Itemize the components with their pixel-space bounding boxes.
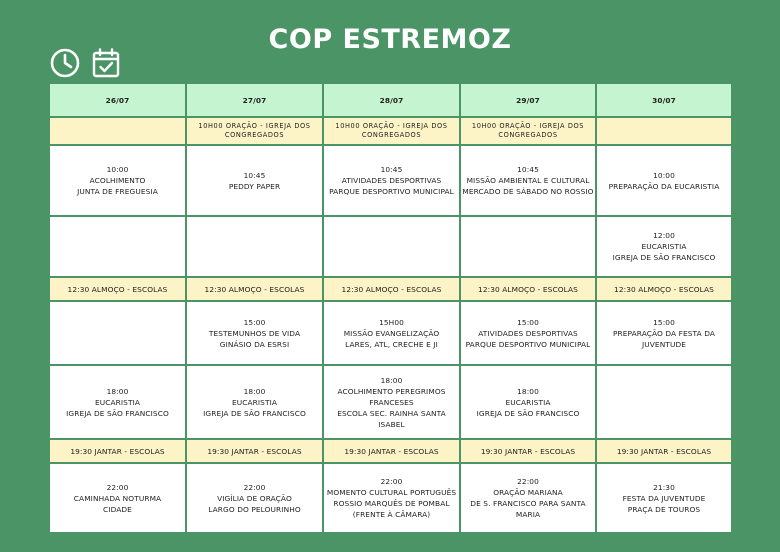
event-text: IGREJA DE SÃO FRANCISCO <box>612 253 716 262</box>
event-text: CONGREGADOS <box>224 131 285 139</box>
event-time: 19:30 JANTAR - ESCOLAS <box>344 446 439 456</box>
event-text: PARQUE DESPORTIVO MUNICIPAL <box>465 339 591 349</box>
event-time: 15:00 <box>517 317 539 327</box>
event-text: EUCARISTIA <box>94 397 141 407</box>
event-text: MOMENTO CULTURAL PORTUGUÊS <box>326 488 457 497</box>
page-title: COP ESTREMOZ <box>268 24 512 55</box>
event-text: CIDADE <box>103 504 132 514</box>
event-text: PARQUE DESPORTIVO MUNICIPAL <box>329 187 454 196</box>
event-time: 10:00 <box>106 165 129 174</box>
activity-row <box>49 365 732 439</box>
event-cell <box>49 145 186 216</box>
event-cell <box>596 216 732 277</box>
event-cell <box>49 365 186 439</box>
meal-cell <box>323 277 460 301</box>
event-text: MISSÃO AMBIENTAL E CULTURAL <box>466 176 590 185</box>
schedule-body <box>49 117 732 533</box>
event-time: 10H00 ORAÇÃO - IGREJA DOS <box>471 122 585 130</box>
event-text: GINÁSIO DA ESRSI <box>219 339 290 349</box>
event-time: 19:30 JANTAR - ESCOLAS <box>207 446 302 456</box>
event-text: JUVENTUDE <box>641 339 687 349</box>
event-cell <box>460 145 596 216</box>
meal-cell <box>49 277 186 301</box>
event-text: IGREJA DE SÃO FRANCISCO <box>203 408 306 418</box>
event-cell <box>186 145 323 216</box>
event-time: 22:00 <box>517 477 539 486</box>
event-text: MERCADO DE SÁBADO NO ROSSIO <box>462 187 594 196</box>
event-time: 15:00 <box>653 317 675 327</box>
event-cell <box>323 145 460 216</box>
event-time: 10:00 <box>653 170 675 180</box>
event-cell <box>49 301 186 365</box>
activity-row <box>49 301 732 365</box>
event-text: MISSÃO EVANGELIZAÇÃO <box>343 328 440 338</box>
note-cell <box>460 117 596 145</box>
event-cell <box>186 463 323 533</box>
event-time: 22:00 <box>243 482 266 492</box>
schedule-table <box>48 82 733 534</box>
meal-cell <box>186 439 323 463</box>
event-text: IGREJA DE SÃO FRANCISCO <box>476 408 580 418</box>
event-text: ACOLHIMENTO PEREGRIMOS <box>337 386 446 396</box>
event-time: 18:00 <box>517 386 539 396</box>
event-cell <box>596 145 732 216</box>
event-cell <box>323 463 460 533</box>
event-time: 19:30 JANTAR - ESCOLAS <box>616 446 712 456</box>
event-time: 15:00 <box>243 317 266 327</box>
meal-cell <box>186 277 323 301</box>
event-cell <box>460 463 596 533</box>
event-text: FESTA DA JUVENTUDE <box>622 493 706 503</box>
event-time: 19:30 JANTAR - ESCOLAS <box>70 446 165 456</box>
event-time: 12:30 ALMOÇO - ESCOLAS <box>341 284 442 294</box>
note-cell <box>49 117 186 145</box>
event-text: CONGREGADOS <box>361 131 422 139</box>
header-icons <box>50 48 120 78</box>
day-header: 29/07 <box>460 83 596 117</box>
event-text: PREPARAÇÃO DA EUCARISTIA <box>608 181 720 191</box>
event-text: PRAÇA DE TOUROS <box>627 504 701 514</box>
event-cell <box>186 216 323 277</box>
event-text: DE S. FRANCISCO PARA SANTA MARIA <box>470 499 586 519</box>
event-time: 18:00 <box>380 375 403 385</box>
event-text: FRANCESES <box>369 397 414 407</box>
clock-icon <box>50 48 80 78</box>
event-time: 18:00 <box>106 386 129 396</box>
note-row <box>49 117 732 145</box>
note-cell <box>323 117 460 145</box>
calendar-check-icon <box>92 48 120 78</box>
event-cell <box>460 216 596 277</box>
event-cell <box>596 301 732 365</box>
activity-row <box>49 216 732 277</box>
event-time: 12:30 ALMOÇO - ESCOLAS <box>614 284 714 294</box>
meal-row <box>49 439 732 463</box>
event-text: JUNTA DE FREGUESIA <box>77 187 158 196</box>
event-time: 21:30 <box>653 482 675 492</box>
event-cell <box>460 365 596 439</box>
meal-cell <box>460 439 596 463</box>
event-text: (FRENTE À CÂMARA) <box>352 510 431 519</box>
event-cell <box>460 301 596 365</box>
event-cell <box>49 463 186 533</box>
event-cell <box>323 365 460 439</box>
event-text: LARGO DO PELOURINHO <box>208 504 301 514</box>
meal-cell <box>596 277 732 301</box>
event-time: 12:00 <box>653 231 675 240</box>
event-text: EUCARISTIA <box>505 397 551 407</box>
event-cell <box>186 301 323 365</box>
event-time: 10:45 <box>380 165 403 174</box>
event-cell <box>596 463 732 533</box>
event-text: PREPARAÇÃO DA FESTA DA <box>612 328 716 338</box>
meal-cell <box>596 439 732 463</box>
event-text: VIGÍLIA DE ORAÇÃO <box>217 493 292 503</box>
event-text: CONGREGADOS <box>498 131 558 139</box>
event-time: 15H00 <box>379 317 404 327</box>
event-text: TESTEMUNHOS DE VIDA <box>208 328 301 338</box>
event-cell <box>596 365 732 439</box>
event-time: 22:00 <box>106 482 129 492</box>
event-text: ATIVIDADES DESPORTIVAS <box>341 176 442 185</box>
event-text: ATIVIDADES DESPORTIVAS <box>478 328 578 338</box>
event-text: EUCARISTIA <box>231 397 278 407</box>
event-cell <box>49 216 186 277</box>
event-time: 10:45 <box>517 165 539 174</box>
activity-row <box>49 145 732 216</box>
event-time: 10H00 ORAÇÃO - IGREJA DOS <box>198 122 311 130</box>
event-time: 10:45 <box>243 170 266 180</box>
event-text: EUCARISTIA <box>641 242 687 251</box>
event-text: PEDDY PAPER <box>228 181 281 191</box>
activity-row <box>49 463 732 533</box>
event-time: 12:30 ALMOÇO - ESCOLAS <box>478 284 578 294</box>
event-time: 19:30 JANTAR - ESCOLAS <box>480 446 576 456</box>
day-header: 28/07 <box>323 83 460 117</box>
day-header: 26/07 <box>49 83 186 117</box>
meal-cell <box>49 439 186 463</box>
event-text: IGREJA DE SÃO FRANCISCO <box>66 408 169 418</box>
event-time: 12:30 ALMOÇO - ESCOLAS <box>67 284 168 294</box>
event-cell <box>186 365 323 439</box>
event-text: CAMINHADA NOTURMA <box>73 493 162 503</box>
event-text: ACOLHIMENTO <box>89 176 146 185</box>
event-time: 22:00 <box>380 477 403 486</box>
note-cell <box>186 117 323 145</box>
day-header: 30/07 <box>596 83 732 117</box>
event-cell <box>323 216 460 277</box>
event-time: 12:30 ALMOÇO - ESCOLAS <box>204 284 305 294</box>
event-text: ROSSIO MARQUÊS DE POMBAL <box>333 499 450 508</box>
note-cell <box>596 117 732 145</box>
event-cell <box>323 301 460 365</box>
event-time: 18:00 <box>243 386 266 396</box>
day-header: 27/07 <box>186 83 323 117</box>
event-text: ESCOLA SEC. RAINHA SANTA ISABEL <box>337 408 446 429</box>
event-text: LARES, ATL, CRECHE E JI <box>345 339 438 349</box>
event-text: ORAÇÃO MARIANA <box>493 488 563 497</box>
event-time: 10H00 ORAÇÃO - IGREJA DOS <box>335 122 448 130</box>
meal-row <box>49 277 732 301</box>
meal-cell <box>323 439 460 463</box>
meal-cell <box>460 277 596 301</box>
day-header-row <box>49 83 732 117</box>
